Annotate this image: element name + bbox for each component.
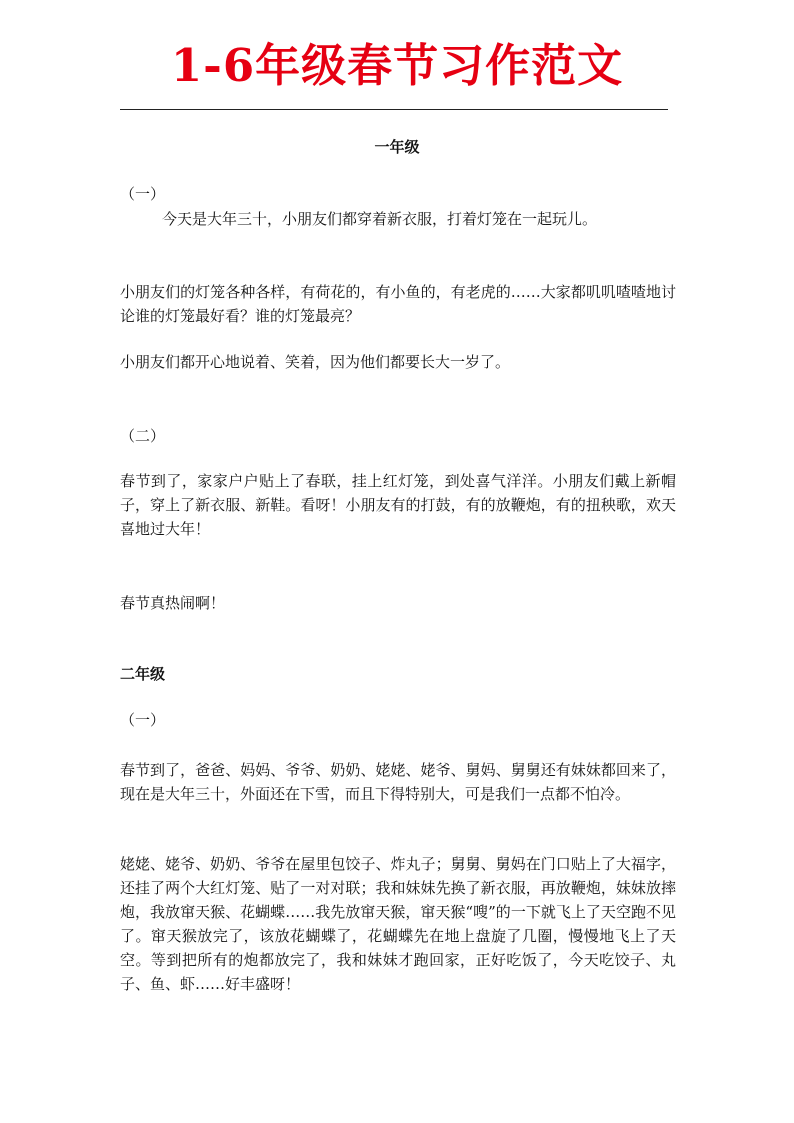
grade-1-part-2-paragraph-2: 春节真热闹啊！ [120, 594, 226, 612]
grade-2-part-1-paragraph-1: 春节到了，爸爸、妈妈、爷爷、奶奶、姥姥、姥爷、舅妈、舅舅还有妹妹都回来了，现在是大年三十，外面还在下雪，而且下得特别大，可是我们一点都不怕冷。 [120, 761, 676, 803]
grade-1-heading: 一年级 [374, 138, 420, 156]
grade-1-part-1-paragraph-1: 今天是大年三十，小朋友们都穿着新衣服，打着灯笼在一起玩儿。 [162, 210, 598, 228]
grade-2-part-1-label: （一） [120, 711, 166, 729]
page-title: 1-6年级春节习作范文 [170, 39, 624, 92]
grade-1-part-1-label: （一） [120, 185, 166, 203]
grade-1-part-1-paragraph-2: 小朋友们的灯笼各种各样，有荷花的，有小鱼的，有老虎的……大家都叽叽喳喳地讨论谁的灯笼最好看？谁的灯笼最亮？ [120, 283, 676, 325]
title-divider [120, 109, 668, 110]
grade-2-heading: 二年级 [120, 665, 166, 683]
grade-1-part-1-paragraph-3: 小朋友们都开心地说着、笑着，因为他们都要长大一岁了。 [120, 353, 511, 371]
grade-1-part-2-paragraph-1: 春节到了，家家户户贴上了春联，挂上红灯笼，到处喜气洋洋。小朋友们戴上新帽子，穿上了新衣服、新鞋。看呀！小朋友有的打鼓，有的放鞭炮，有的扭秧歌，欢天喜地过大年！ [120, 472, 676, 538]
grade-2-part-1-paragraph-2: 姥姥、姥爷、奶奶、爷爷在屋里包饺子、炸丸子；舅舅、舅妈在门口贴上了大福字，还挂了两个大红灯笼、贴了一对对联；我和妹妹先换了新衣服，再放鞭炮，妹妹放摔炮，我放窜天猴、花蝴蝶……我先放窜天猴，窜天猴“嗖”的一下就飞上了天空跑不见了。窜天猴放完了，该放花蝴蝶了，花蝴蝶先在地上盘旋了几圈，慢慢地飞上了天空。等到把所有的炮都放完了，我和妹妹才跑回家，正好吃饭了，今天吃饺子、丸子、鱼、虾……好丰盛呀！ [120, 855, 676, 993]
grade-1-part-2-label: （二） [120, 427, 166, 445]
